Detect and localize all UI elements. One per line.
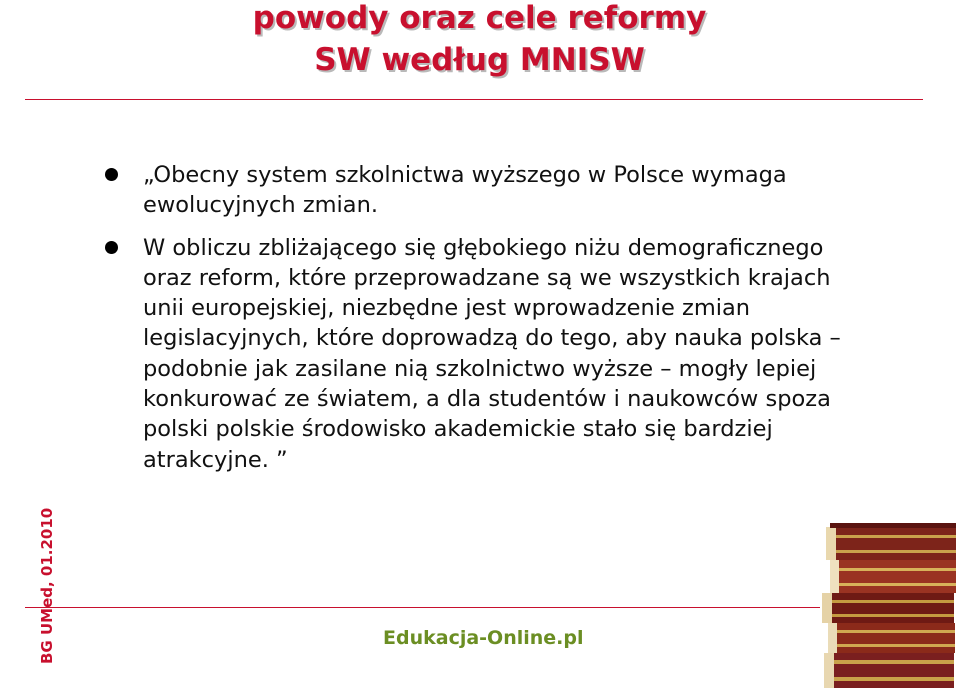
bullet-dot-icon	[105, 241, 118, 254]
footer-brand: Edukacja-Online.pl	[383, 627, 584, 649]
bullet-item	[105, 233, 845, 475]
bullet-item	[105, 160, 845, 221]
slide-title-line1: powody oraz cele reformy	[252, 0, 707, 36]
bullet-text: „Obecny system szkolnictwa wyższego w Polsce wymaga ewolucyjnych zmian.	[143, 162, 787, 219]
footer-divider	[25, 607, 820, 608]
bullet-text: W obliczu zbliżającego się głębokiego niżu demograficznego oraz reform, które przeprowadzane są we wszystkich krajach unii europejskiej, niezbędne jest wprowadzenie zmian legislacyjnych, które doprowadzą do tego, aby nauka polska – podobnie jak zasilane nią szkolnictwo wyższe – mogły lepiej konkurować ze światem, a dla studentów i naukowców spoza polski polskie środowisko akademickie stało się bardziej atrakcyjne. ”	[143, 234, 841, 473]
slide-title-line2: SW według MNISW	[314, 42, 645, 78]
title-divider	[25, 99, 923, 100]
side-label: BG UMed, 01.2010	[38, 507, 56, 664]
bullet-dot-icon	[105, 168, 118, 181]
bullet-list	[105, 160, 845, 487]
books-stack-icon	[820, 515, 959, 688]
